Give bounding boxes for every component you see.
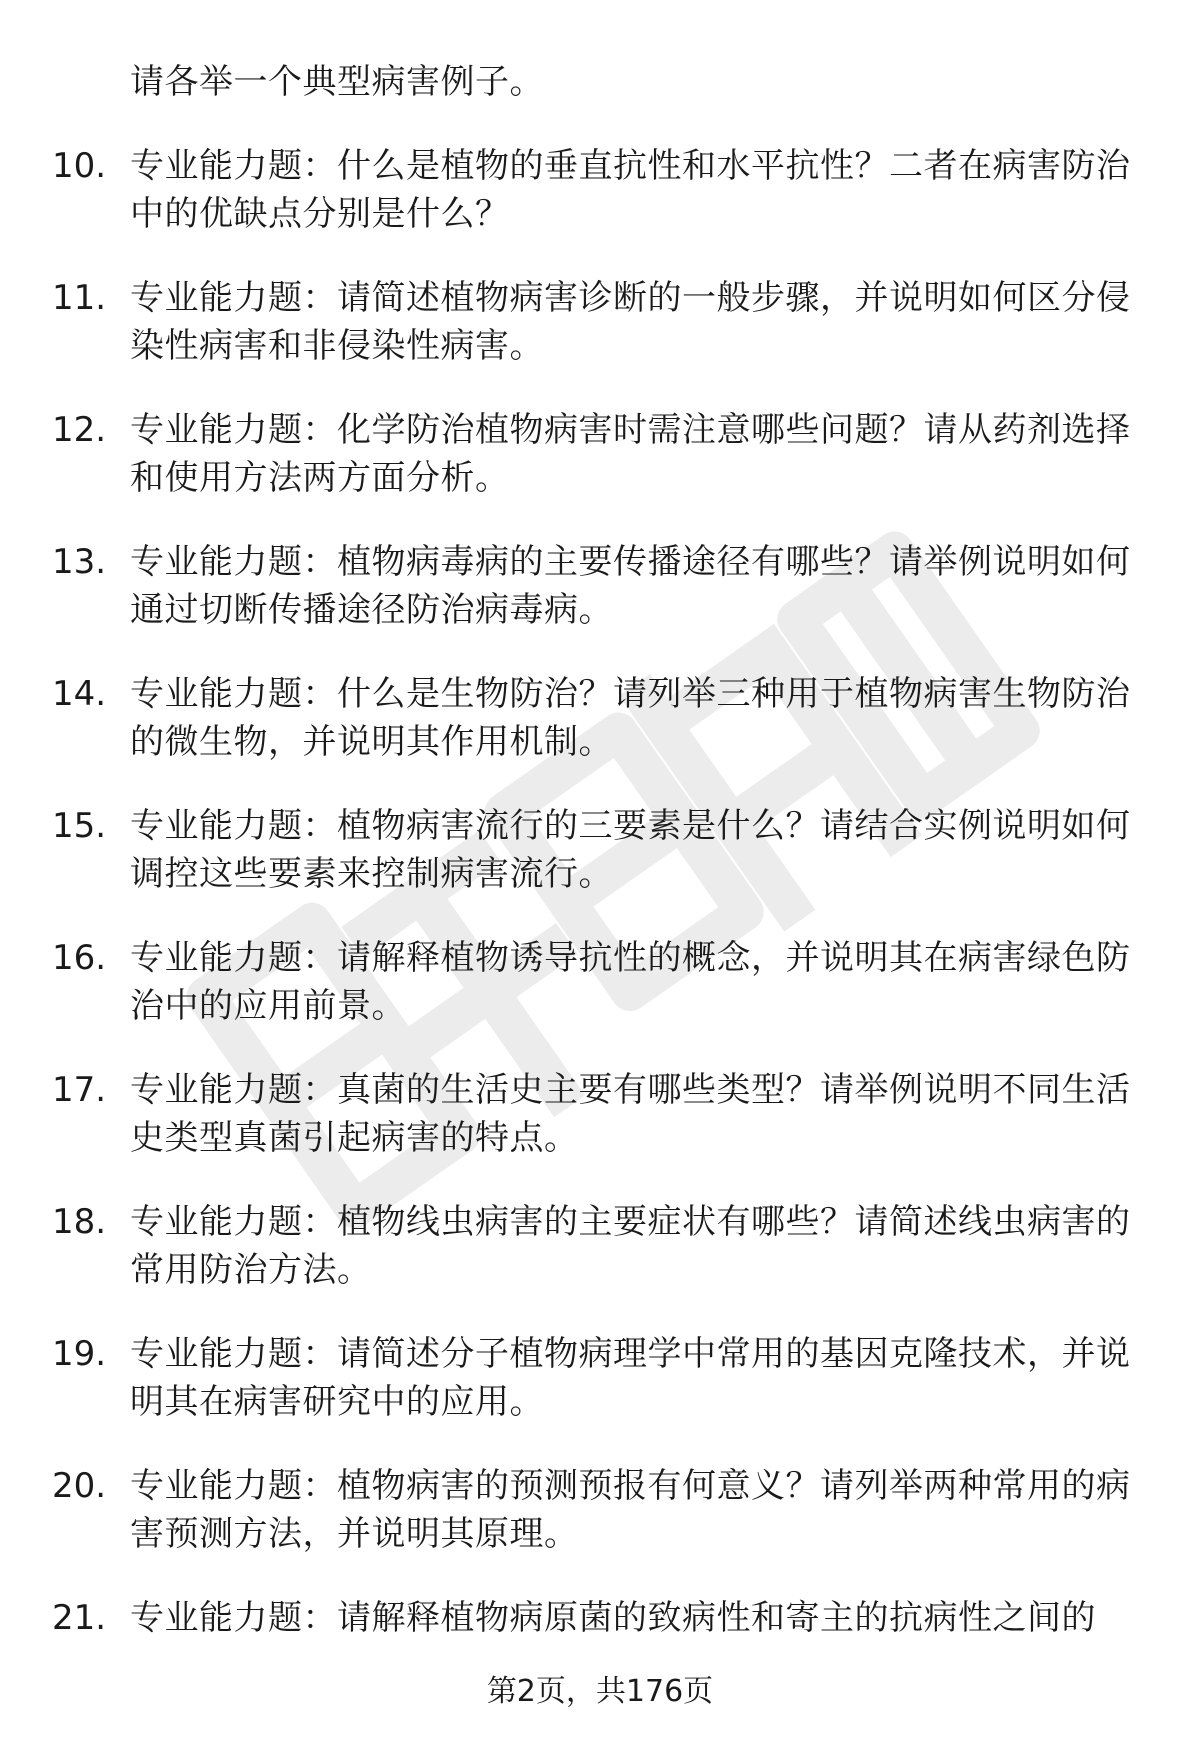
question-item-18 <box>52 1198 1142 1294</box>
question-list <box>52 58 1142 1642</box>
question-text: 专业能力题：什么是生物防治？请列举三种用于植物病害生物防治的微生物，并说明其作用机制。 <box>130 674 1131 762</box>
question-item-19 <box>52 1330 1142 1426</box>
question-text: 专业能力题：请简述植物病害诊断的一般步骤，并说明如何区分侵染性病害和非侵染性病害。 <box>130 278 1131 366</box>
question-text: 专业能力题：植物病害流行的三要素是什么？请结合实例说明如何调控这些要素来控制病害流行。 <box>130 806 1131 894</box>
question-number: 10. <box>52 146 107 186</box>
continuation-line: 请各举一个典型病害例子。 <box>130 62 544 102</box>
question-item-21 <box>52 1594 1142 1642</box>
question-number: 14. <box>52 674 107 714</box>
question-text: 专业能力题：请解释植物病原菌的致病性和寄主的抗病性之间的 <box>130 1598 1096 1638</box>
question-number: 19. <box>52 1334 107 1374</box>
question-text: 专业能力题：请解释植物诱导抗性的概念，并说明其在病害绿色防治中的应用前景。 <box>130 938 1131 1026</box>
question-item-16 <box>52 934 1142 1030</box>
question-item-13 <box>52 538 1142 634</box>
question-number: 13. <box>52 542 107 582</box>
question-item-17 <box>52 1066 1142 1162</box>
question-item-10 <box>52 142 1142 238</box>
page-footer: 第2页，共176页 <box>486 1674 714 1709</box>
question-number: 18. <box>52 1202 107 1242</box>
question-number: 20. <box>52 1466 107 1506</box>
question-number: 16. <box>52 938 107 978</box>
question-number: 12. <box>52 410 107 450</box>
question-text: 专业能力题：请简述分子植物病理学中常用的基因克隆技术，并说明其在病害研究中的应用。 <box>130 1334 1131 1422</box>
question-number: 17. <box>52 1070 107 1110</box>
question-text: 专业能力题：化学防治植物病害时需注意哪些问题？请从药剂选择和使用方法两方面分析。 <box>130 410 1131 498</box>
question-text: 专业能力题：植物病害的预测预报有何意义？请列举两种常用的病害预测方法，并说明其原理。 <box>130 1466 1131 1554</box>
question-item-20 <box>52 1462 1142 1558</box>
question-text: 专业能力题：真菌的生活史主要有哪些类型？请举例说明不同生活史类型真菌引起病害的特点。 <box>130 1070 1131 1158</box>
question-item-15 <box>52 802 1142 898</box>
question-item-14 <box>52 670 1142 766</box>
question-number: 21. <box>52 1598 107 1638</box>
question-text: 专业能力题：什么是植物的垂直抗性和水平抗性？二者在病害防治中的优缺点分别是什么？ <box>130 146 1131 234</box>
question-item-12 <box>52 406 1142 502</box>
question-text: 专业能力题：植物病毒病的主要传播途径有哪些？请举例说明如何通过切断传播途径防治病毒病。 <box>130 542 1131 630</box>
question-text: 专业能力题：植物线虫病害的主要症状有哪些？请简述线虫病害的常用防治方法。 <box>130 1202 1131 1290</box>
question-number: 11. <box>52 278 107 318</box>
question-number: 15. <box>52 806 107 846</box>
question-item-11 <box>52 274 1142 370</box>
